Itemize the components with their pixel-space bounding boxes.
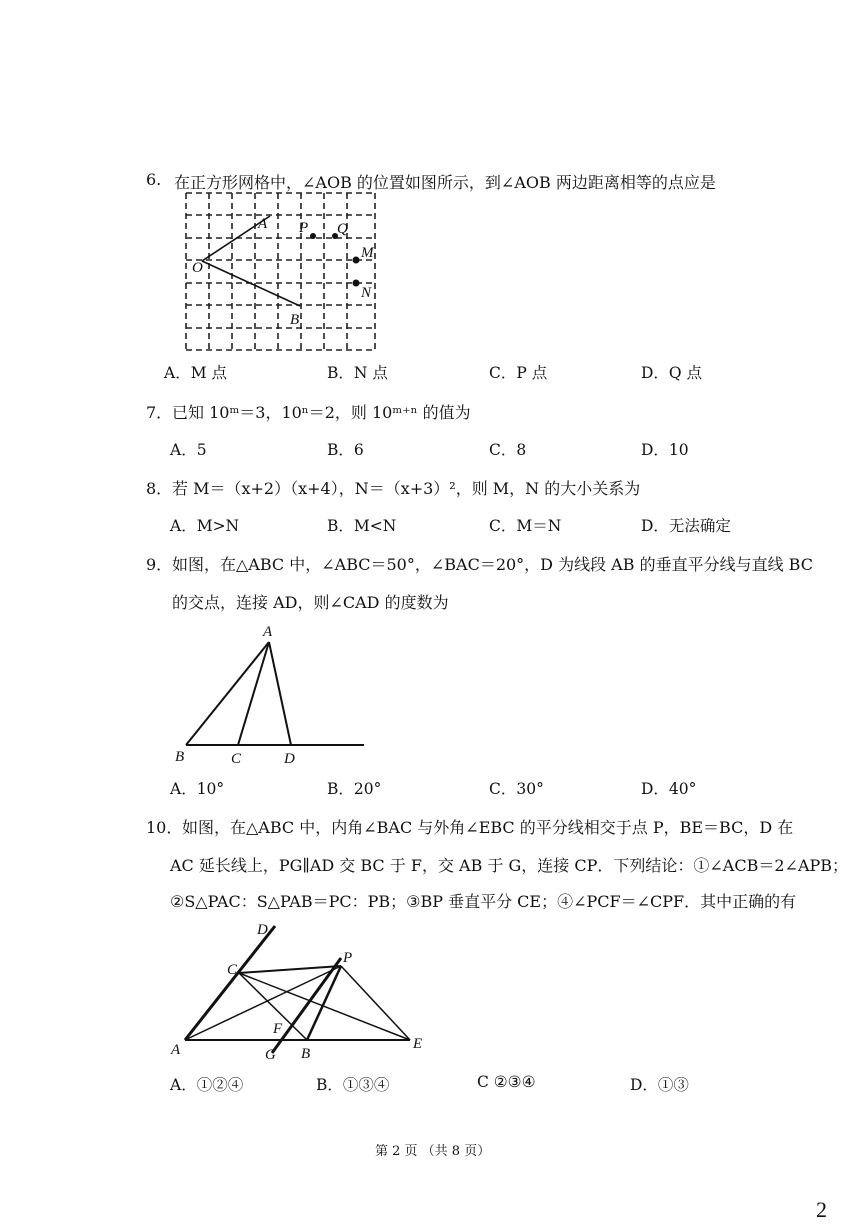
label-g: G <box>265 1047 276 1063</box>
line-bp <box>307 966 341 1040</box>
q9-stem-line2: 的交点，连接 AD，则∠CAD 的度数为 <box>172 593 449 612</box>
label-p: P <box>343 950 353 966</box>
point-p <box>310 233 316 239</box>
q8-option-c[interactable]: C．M＝N <box>489 517 562 535</box>
segment-ab <box>186 642 269 745</box>
q10-option-b[interactable]: B．①③④ <box>316 1076 390 1094</box>
label-o: O <box>192 260 203 276</box>
label-c: C <box>227 962 238 978</box>
q9-number: 9． <box>146 555 173 574</box>
q10-option-c[interactable]: C ②③④ <box>477 1073 536 1091</box>
label-b: B <box>290 312 300 328</box>
q9-triangle-figure <box>170 620 370 770</box>
label-b: B <box>301 1046 311 1062</box>
label-q: Q <box>337 221 348 237</box>
q9-option-b[interactable]: B．20° <box>327 780 382 798</box>
page-footer: 第 2 页 （共 8 页） <box>375 1144 491 1159</box>
label-p: P <box>299 220 309 236</box>
label-n: N <box>361 285 372 301</box>
corner-page-number: 2 <box>816 1197 827 1222</box>
point-n <box>353 280 360 287</box>
q6-number: 6. <box>146 170 162 189</box>
label-a: A <box>258 216 268 232</box>
label-c: C <box>231 751 242 767</box>
q9-option-d[interactable]: D．40° <box>641 780 697 798</box>
q6-option-a[interactable]: A．M 点 <box>164 364 227 382</box>
q6-option-d[interactable]: D．Q 点 <box>641 364 703 382</box>
label-a: A <box>263 624 273 640</box>
q7-option-d[interactable]: D．10 <box>641 441 689 459</box>
label-d: D <box>284 751 295 767</box>
q7-number: 7． <box>146 403 173 422</box>
q6-stem: 在正方形网格中，∠AOB 的位置如图所示，到∠AOB 两边距离相等的点应是 <box>174 173 716 192</box>
q10-stem-line2: AC 延长线上，PG∥AD 交 BC 于 F，交 AB 于 G，连接 CP．下列结论：①∠ACB＝2∠APB； <box>170 856 849 875</box>
q8-stem: 若 M＝（x+2）（x+4），N＝（x+3）²，则 M，N 的大小关系为 <box>172 479 641 498</box>
q10-stem-line3: ②S△PAC：S△PAB＝PC：PB；③BP 垂直平分 CE；④∠PCF＝∠CPF．其中正确的有 <box>170 892 797 911</box>
q10-number: 10． <box>146 818 183 837</box>
q6-grid-figure <box>180 188 385 353</box>
label-a: A <box>171 1042 181 1058</box>
label-f: F <box>273 1021 283 1037</box>
q7-option-a[interactable]: A．5 <box>170 441 207 459</box>
q7-option-c[interactable]: C．8 <box>489 441 527 459</box>
grid-lines <box>186 193 375 350</box>
point-m <box>353 257 360 264</box>
q8-option-a[interactable]: A．M>N <box>170 517 240 535</box>
line-pe <box>341 966 410 1040</box>
q9-option-c[interactable]: C．30° <box>489 780 544 798</box>
label-d: D <box>257 922 268 938</box>
label-e: E <box>413 1036 423 1052</box>
q7-option-b[interactable]: B．6 <box>327 441 364 459</box>
line-ad <box>185 926 275 1040</box>
segment-ad <box>269 642 291 745</box>
q8-option-b[interactable]: B．M<N <box>327 517 397 535</box>
q10-stem-line1: 如图，在△ABC 中，内角∠BAC 与外角∠EBC 的平分线相交于点 P，BE＝BC，D 在 <box>182 818 794 837</box>
q7-stem: 已知 10ᵐ＝3，10ⁿ＝2，则 10ᵐ⁺ⁿ 的值为 <box>172 403 471 422</box>
q10-figure <box>165 918 440 1063</box>
label-b: B <box>175 749 185 765</box>
q9-stem-line1: 如图，在△ABC 中，∠ABC＝50°，∠BAC＝20°，D 为线段 AB 的垂直平分线与直线 BC <box>172 555 813 574</box>
label-m: M <box>361 245 374 261</box>
line-cp <box>239 966 341 973</box>
q10-option-a[interactable]: A．①②④ <box>170 1076 244 1094</box>
q6-option-c[interactable]: C．P 点 <box>489 364 548 382</box>
q6-option-b[interactable]: B．N 点 <box>327 364 388 382</box>
q8-option-d[interactable]: D．无法确定 <box>641 517 731 535</box>
q8-number: 8． <box>146 479 173 498</box>
q10-option-d[interactable]: D．①③ <box>630 1076 689 1094</box>
q9-option-a[interactable]: A．10° <box>170 780 225 798</box>
segment-ac <box>238 642 269 745</box>
